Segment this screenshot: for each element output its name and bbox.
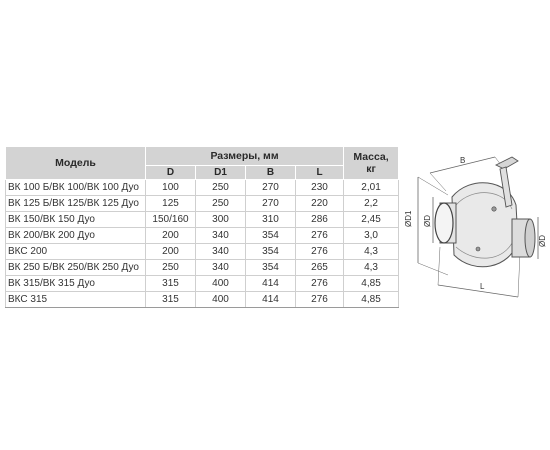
cell-b: 354 <box>246 228 296 244</box>
table-row <box>6 228 399 244</box>
cell-b: 270 <box>246 180 296 196</box>
table-row <box>6 212 399 228</box>
header-mass-line2: кг <box>366 163 376 175</box>
cell-d1: 340 <box>196 260 246 276</box>
cell-l: 286 <box>296 212 344 228</box>
cell-d: 250 <box>146 260 196 276</box>
cell-mass: 2,2 <box>344 196 399 212</box>
cell-d1: 340 <box>196 244 246 260</box>
cell-d: 315 <box>146 292 196 308</box>
cell-b: 270 <box>246 196 296 212</box>
cell-model: ВКС 200 <box>6 244 146 260</box>
cell-l: 276 <box>296 276 344 292</box>
dim-line-l <box>438 285 518 297</box>
cell-l: 276 <box>296 244 344 260</box>
cell-b: 354 <box>246 260 296 276</box>
cell-model: ВК 200/ВК 200 Дуо <box>6 228 146 244</box>
cell-model: ВК 100 Б/ВК 100/ВК 100 Дуо <box>6 180 146 196</box>
cell-mass: 3,0 <box>344 228 399 244</box>
table-row <box>6 180 399 196</box>
cell-b: 414 <box>246 292 296 308</box>
cell-b: 354 <box>246 244 296 260</box>
inlet-spigot <box>435 203 456 243</box>
cell-l: 230 <box>296 180 344 196</box>
label-b: B <box>460 156 466 165</box>
cell-mass: 4,85 <box>344 292 399 308</box>
cell-l: 265 <box>296 260 344 276</box>
cell-d1: 400 <box>196 292 246 308</box>
cell-model: ВК 125 Б/ВК 125/ВК 125 Дуо <box>6 196 146 212</box>
cell-d: 125 <box>146 196 196 212</box>
screw-icon <box>492 207 496 211</box>
header-mass <box>344 147 399 180</box>
cell-mass: 2,01 <box>344 180 399 196</box>
cell-d: 100 <box>146 180 196 196</box>
label-d-right: ØD <box>538 235 547 247</box>
fan-dimension-drawing <box>400 135 545 305</box>
label-l: L <box>480 282 485 291</box>
header-col-d: D <box>146 166 196 180</box>
cell-d1: 250 <box>196 180 246 196</box>
table-row <box>6 244 399 260</box>
header-model: Модель <box>6 147 146 180</box>
cell-l: 276 <box>296 228 344 244</box>
table-row <box>6 292 399 308</box>
cell-d: 315 <box>146 276 196 292</box>
header-col-d1: D1 <box>196 166 246 180</box>
cell-d1: 250 <box>196 196 246 212</box>
dimensions-table <box>5 146 399 308</box>
cell-d1: 400 <box>196 276 246 292</box>
table-row <box>6 276 399 292</box>
cell-model: ВКС 315 <box>6 292 146 308</box>
cell-b: 310 <box>246 212 296 228</box>
table-row <box>6 260 399 276</box>
label-d-left: ØD <box>423 215 432 227</box>
cell-mass: 2,45 <box>344 212 399 228</box>
outlet-spigot <box>512 219 535 257</box>
cell-d1: 340 <box>196 228 246 244</box>
cell-d: 150/160 <box>146 212 196 228</box>
cell-model: ВК 250 Б/ВК 250/ВК 250 Дуо <box>6 260 146 276</box>
cell-mass: 4,3 <box>344 244 399 260</box>
cell-mass: 4,85 <box>344 276 399 292</box>
cell-b: 414 <box>246 276 296 292</box>
screw-icon <box>476 247 480 251</box>
header-col-l: L <box>296 166 344 180</box>
cell-d1: 300 <box>196 212 246 228</box>
header-mass-line1: Масса, <box>353 151 389 163</box>
cell-mass: 4,3 <box>344 260 399 276</box>
table-row <box>6 196 399 212</box>
label-d1: ØD1 <box>404 210 413 227</box>
header-dimensions: Размеры, мм <box>146 147 344 166</box>
cell-l: 276 <box>296 292 344 308</box>
cell-d: 200 <box>146 244 196 260</box>
cell-model: ВК 150/ВК 150 Дуо <box>6 212 146 228</box>
cell-d: 200 <box>146 228 196 244</box>
cell-model: ВК 315/ВК 315 Дуо <box>6 276 146 292</box>
cell-l: 220 <box>296 196 344 212</box>
header-col-b: B <box>246 166 296 180</box>
